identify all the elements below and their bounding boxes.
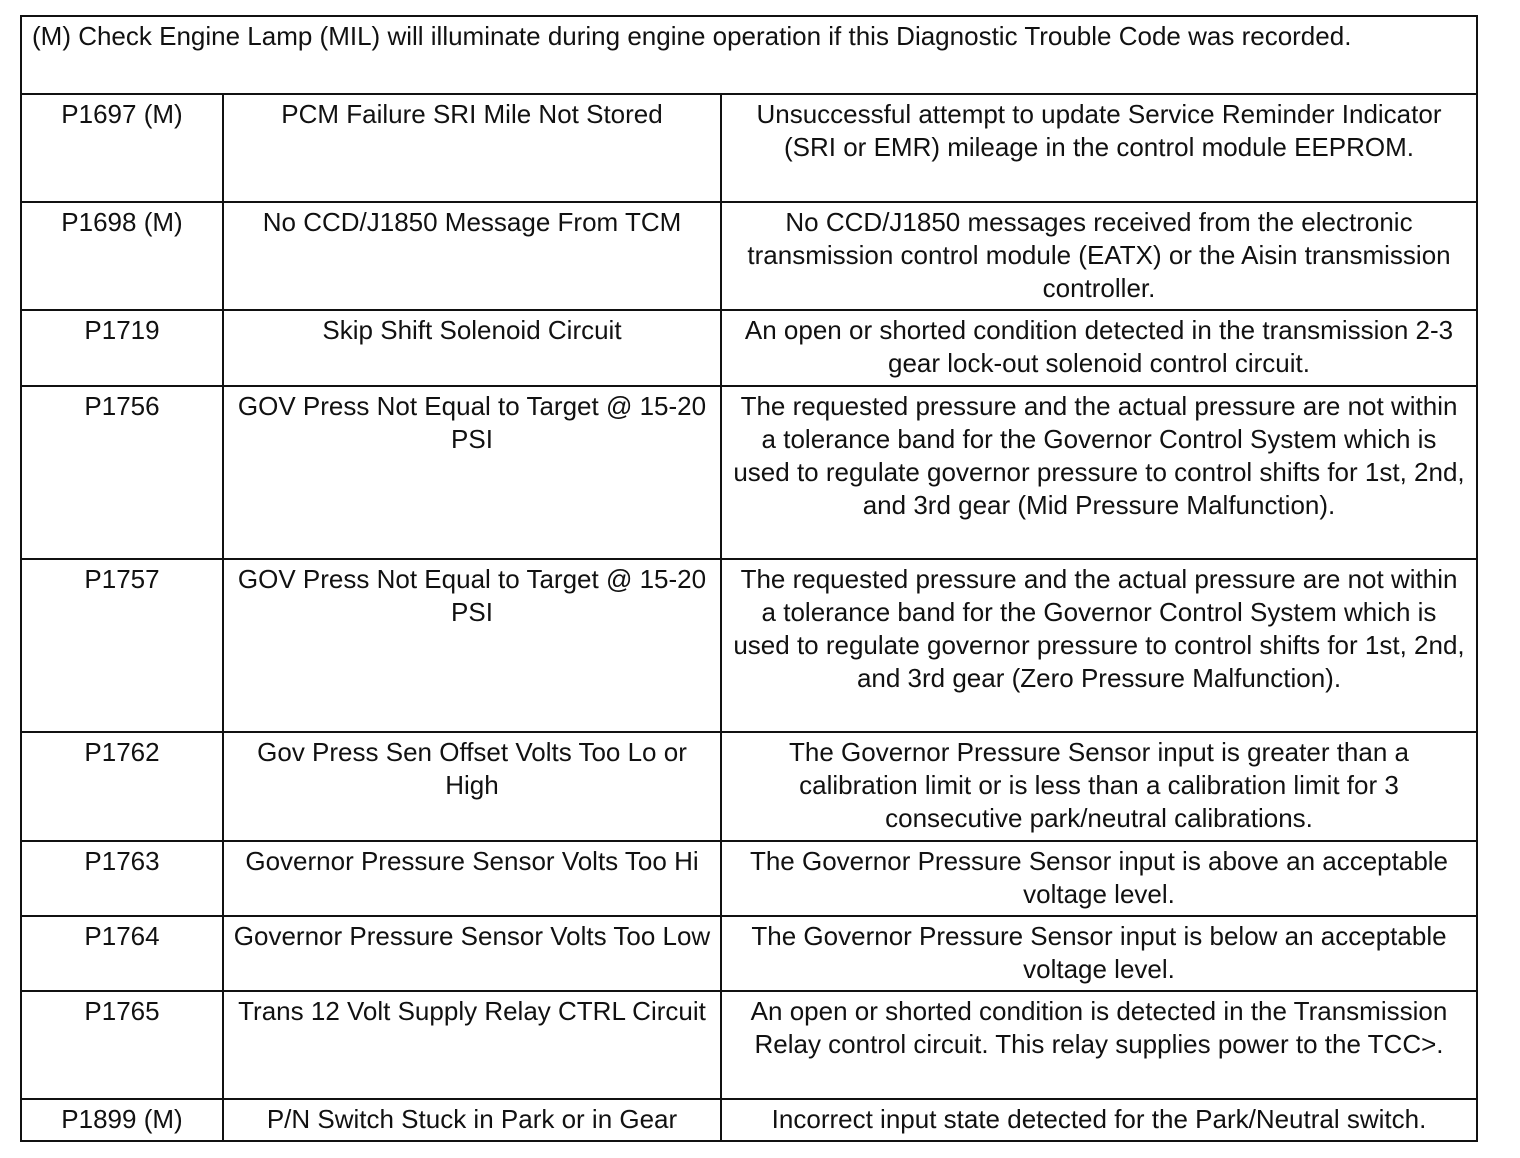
dtc-description: An open or shorted condition detected in the transmission 2-3 gear lock-out solenoid control circuit. (721, 310, 1477, 386)
mil-note: (M) Check Engine Lamp (MIL) will illuminate during engine operation if this Diagnostic Trouble Code was recorded. (21, 16, 1477, 94)
dtc-name: Skip Shift Solenoid Circuit (223, 310, 721, 386)
dtc-name: GOV Press Not Equal to Target @ 15-20 PSI (223, 386, 721, 559)
dtc-description: An open or shorted condition is detected in the Transmission Relay control circuit. This relay supplies power to the TCC>. (721, 991, 1477, 1099)
dtc-name: GOV Press Not Equal to Target @ 15-20 PSI (223, 559, 721, 732)
dtc-code: P1764 (21, 916, 223, 991)
dtc-name: PCM Failure SRI Mile Not Stored (223, 94, 721, 202)
dtc-description: The Governor Pressure Sensor input is greater than a calibration limit or is less than a calibration limit for 3 consecutive park/neutral calibrations. (721, 732, 1477, 841)
dtc-code: P1719 (21, 310, 223, 386)
dtc-description: The requested pressure and the actual pressure are not within a tolerance band for the Governor Control System which is used to regulate governor pressure to control shifts for 1st, 2nd, and 3rd gear (Mid Pressure Malfunction). (721, 386, 1477, 559)
dtc-table (20, 15, 1478, 1142)
dtc-name: P/N Switch Stuck in Park or in Gear (223, 1099, 721, 1141)
dtc-code: P1697 (M) (21, 94, 223, 202)
dtc-code: P1698 (M) (21, 202, 223, 310)
dtc-description: The Governor Pressure Sensor input is above an acceptable voltage level. (721, 841, 1477, 916)
dtc-description: The requested pressure and the actual pressure are not within a tolerance band for the Governor Control System which is used to regulate governor pressure to control shifts for 1st, 2nd, and 3rd gear (Zero Pressure Malfunction). (721, 559, 1477, 732)
dtc-code: P1765 (21, 991, 223, 1099)
dtc-name: Governor Pressure Sensor Volts Too Low (223, 916, 721, 991)
dtc-name: Trans 12 Volt Supply Relay CTRL Circuit (223, 991, 721, 1099)
table-row (21, 94, 1477, 202)
dtc-code: P1899 (M) (21, 1099, 223, 1141)
dtc-name: No CCD/J1850 Message From TCM (223, 202, 721, 310)
dtc-code: P1763 (21, 841, 223, 916)
dtc-description: Unsuccessful attempt to update Service Reminder Indicator (SRI or EMR) mileage in the control module EEPROM. (721, 94, 1477, 202)
dtc-code: P1757 (21, 559, 223, 732)
table-row (21, 1099, 1477, 1141)
table-row (21, 386, 1477, 559)
dtc-name: Gov Press Sen Offset Volts Too Lo or High (223, 732, 721, 841)
dtc-name: Governor Pressure Sensor Volts Too Hi (223, 841, 721, 916)
header-row (21, 16, 1477, 94)
dtc-description: The Governor Pressure Sensor input is below an acceptable voltage level. (721, 916, 1477, 991)
table-row (21, 841, 1477, 916)
dtc-description: No CCD/J1850 messages received from the electronic transmission control module (EATX) or the Aisin transmission controller. (721, 202, 1477, 310)
table-row (21, 559, 1477, 732)
table-row (21, 916, 1477, 991)
dtc-description: Incorrect input state detected for the Park/Neutral switch. (721, 1099, 1477, 1141)
dtc-document (20, 15, 1476, 1142)
table-row (21, 310, 1477, 386)
table-row (21, 732, 1477, 841)
dtc-code: P1756 (21, 386, 223, 559)
table-row (21, 202, 1477, 310)
table-row (21, 991, 1477, 1099)
dtc-code: P1762 (21, 732, 223, 841)
